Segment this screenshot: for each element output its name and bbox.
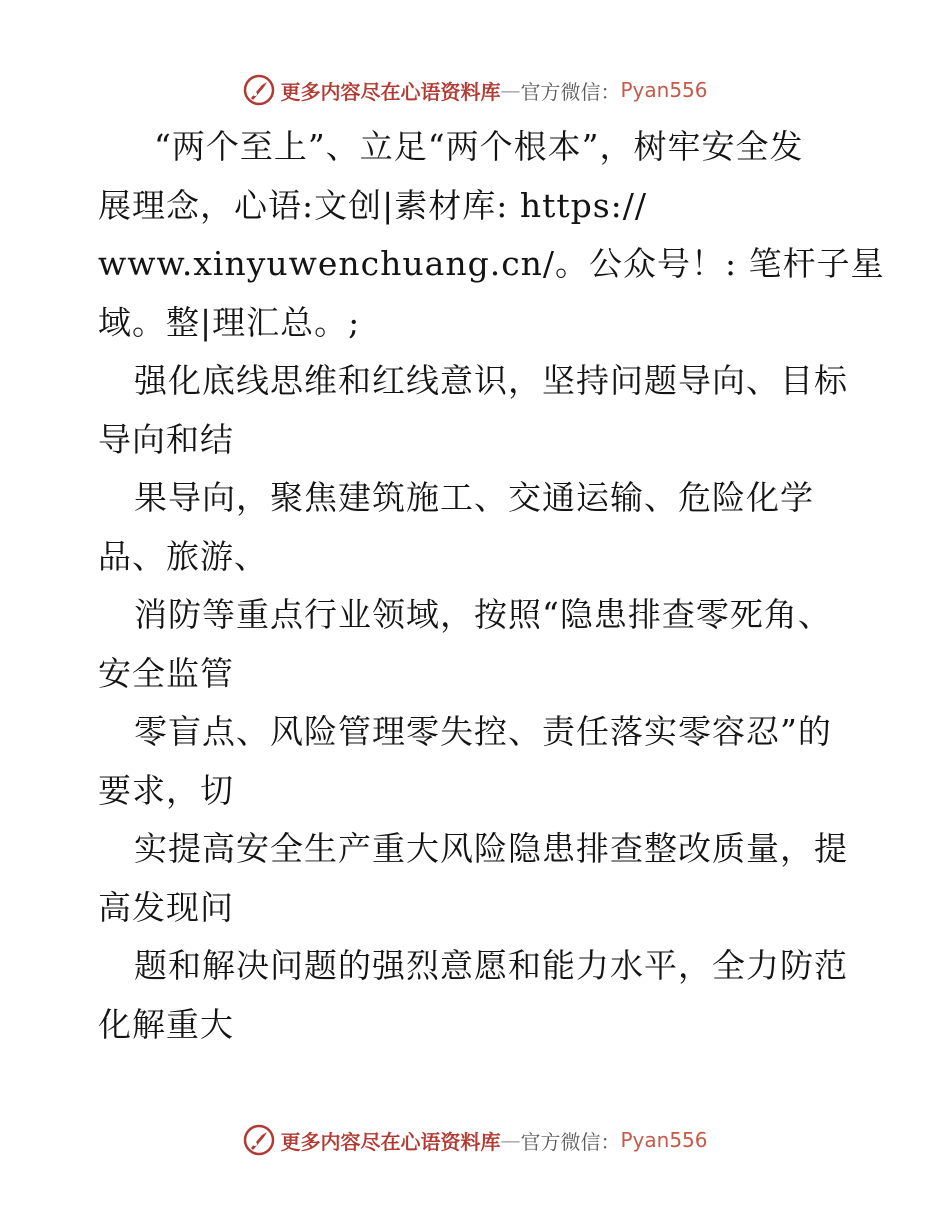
banner-wechat-label: 官方微信：: [520, 79, 621, 104]
text-line: 高发现问: [98, 887, 234, 927]
text-line: 零盲点、风险管理零失控、责任落实零容忍”的: [134, 712, 832, 751]
banner-dash: —: [500, 1128, 521, 1152]
text-line: 化解重大: [98, 1004, 234, 1044]
document-body: [98, 118, 885, 1054]
banner-wechat-id: Pyan556: [620, 1128, 708, 1152]
text-line: 果导向，聚焦建筑施工、交通运输、危险化学: [134, 478, 814, 517]
banner-brand-text: 更多内容尽在心语资料库: [280, 1129, 501, 1154]
text-line: 题和解决问题的强烈意愿和能力水平，全力防范: [134, 946, 848, 985]
header-banner: [0, 70, 950, 110]
text-line: 展理念，心语:文创|素材库: https://: [98, 185, 648, 225]
banner-wechat-label: 官方微信：: [520, 1129, 621, 1154]
text-line: 域。整|理汇总。;: [98, 302, 361, 342]
text-line: “两个至上”、立足“两个根本”，树牢安全发: [154, 127, 804, 166]
pen-nib-logo-icon: [242, 73, 276, 107]
banner-brand-text: 更多内容尽在心语资料库: [280, 79, 501, 104]
footer-banner: [0, 1120, 950, 1160]
text-line: 强化底线思维和红线意识，坚持问题导向、目标: [134, 361, 848, 400]
text-line: 要求，切: [98, 770, 234, 810]
text-line: 导向和结: [98, 419, 234, 459]
text-line: 品、旅游、: [98, 536, 268, 576]
text-line: 消防等重点行业领域，按照“隐患排查零死角、: [134, 595, 832, 634]
banner-wechat-id: Pyan556: [620, 78, 708, 102]
pen-nib-logo-icon: [242, 1123, 276, 1157]
text-line: 实提高安全生产重大风险隐患排查整改质量，提: [134, 829, 848, 868]
banner-dash: —: [500, 78, 521, 102]
text-line: 安全监管: [98, 653, 234, 693]
text-line: www.xinyuwenchuang.cn/。公众号！: 笔杆子星: [98, 244, 885, 283]
